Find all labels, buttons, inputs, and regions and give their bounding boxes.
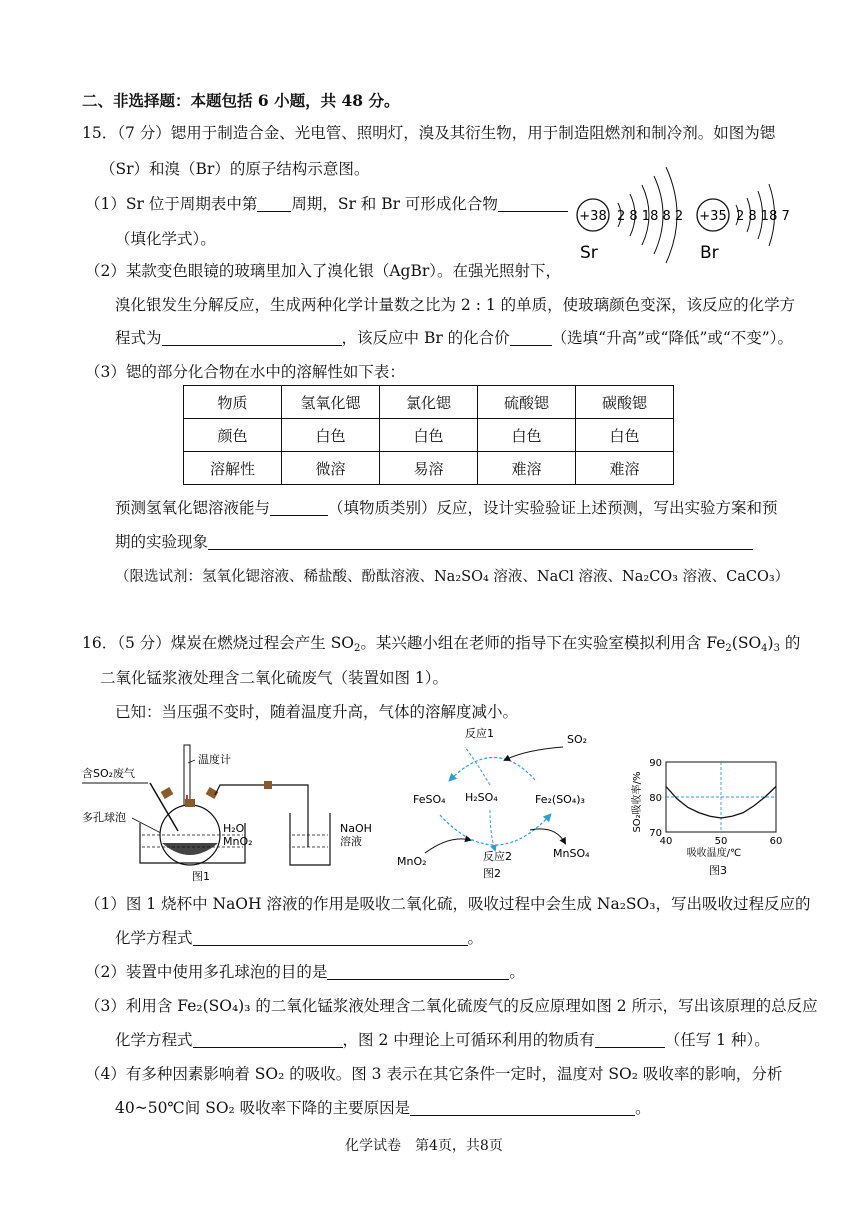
q16-part3-text-a: 化学方程式 [115, 1031, 193, 1049]
figure-3-caption: 图3 [709, 864, 727, 877]
chart-x-tick-label: 50 [714, 836, 728, 847]
q15-part2-line2: 溴化银发生分解反应，生成两种化学计量数之比为 2 : 1 的单质，使玻璃颜色变深，该反应的化学方 [115, 296, 796, 314]
table-row [184, 386, 674, 419]
answer-blank-equation-agbr[interactable] [162, 328, 342, 346]
table-cell: 物质 [184, 386, 282, 419]
q15-part1-text-b: 周期，Sr 和 Br 可形成化合物 [291, 195, 498, 213]
porous-bubbler-label: 多孔球泡 [82, 811, 126, 824]
q15-part2-line3 [115, 327, 793, 349]
answer-blank-substance-class[interactable] [270, 498, 328, 516]
h2so4-label: H₂SO₄ [465, 791, 498, 804]
answer-blank-total-equation[interactable] [193, 1030, 343, 1048]
br-nucleus-label: +35 [699, 209, 727, 224]
q16-part1-text: 化学方程式 [115, 929, 193, 947]
table-row [184, 419, 674, 452]
br-shell-electrons: 2 8 18 7 [736, 209, 790, 224]
solubility-table [183, 385, 674, 485]
answer-blank-valence[interactable] [510, 328, 552, 346]
thermometer-label: 温度计 [198, 753, 231, 766]
q16-part3-text-c: （任写 1 种）。 [664, 1031, 770, 1049]
table-cell: 难溶 [478, 452, 576, 485]
q15-part2-text-c: （选填“升高”或“降低”或“不变”）。 [551, 329, 793, 347]
chart-y-tick-label: 70 [649, 828, 662, 839]
chart-x-tick-label: 40 [659, 836, 673, 847]
chart-y-tick-label: 90 [649, 758, 662, 769]
table-cell: 白色 [282, 419, 380, 452]
q16-part2-end: 。 [509, 963, 525, 981]
q16-intro-d: ) [767, 634, 774, 652]
figure-1-caption: 图1 [192, 870, 210, 883]
chart-y-axis-label: SO₂吸收率/% [632, 771, 643, 833]
chart-y-tick-label: 80 [649, 793, 662, 804]
table-cell: 硫酸锶 [478, 386, 576, 419]
answer-blank-reason[interactable] [410, 1098, 635, 1116]
q16-part4-line1: （4）有多种因素影响着 SO₂ 的吸收。图 3 表示在其它条件一定时，温度对 SO₂ 吸收率的影响，分析 [85, 1065, 783, 1083]
sr-atom-diagram [577, 167, 683, 263]
feso4-label: FeSO₄ [413, 793, 446, 806]
q16-intro-b: 。某兴趣小组在老师的指导下在实验室模拟利用含 Fe [360, 634, 726, 652]
q16-intro-e: 的 [779, 634, 801, 652]
q15-part2-text-b: ，该反应中 Br 的化合价 [341, 329, 510, 347]
q15-part3-text-c: 期的实验现象 [115, 533, 209, 551]
atom-structure-diagrams [560, 158, 800, 268]
q16-part1-line1: （1）图 1 烧杯中 NaOH 溶液的作用是吸收二氧化硫，吸收过程中会生成 Na₂SO₃，写出吸收过程反应的 [85, 895, 811, 913]
q15-part3-intro: （3）锶的部分化合物在水中的溶解性如下表： [85, 363, 405, 381]
figure-2-reaction-cycle [395, 725, 605, 880]
q16-part3-line1: （3）利用含 Fe₂(SO₄)₃ 的二氧化锰浆液处理含二氧化硫废气的反应原理如图 2 所示，写出该原理的总反应 [85, 997, 818, 1015]
q16-part1-line2 [115, 927, 483, 949]
pinch-clamp-icon [264, 781, 272, 789]
reaction-1-label: 反应1 [465, 727, 494, 740]
mno2-reactant-label: MnO₂ [397, 855, 427, 868]
q15-part2-text-a: 程式为 [115, 329, 162, 347]
chart-x-axis-label: 吸收温度/℃ [686, 848, 742, 859]
figure-3-chart [628, 750, 788, 880]
answer-blank-bubbler-purpose[interactable] [327, 962, 509, 980]
waste-gas-label: 含SO₂废气 [82, 767, 136, 780]
naoh-label: NaOH [340, 822, 372, 835]
solution-label: 溶液 [340, 835, 362, 848]
q16-part2 [85, 961, 525, 983]
table-cell: 氯化锶 [380, 386, 478, 419]
br-atom-diagram [697, 184, 790, 263]
q15-reagents-note: （限选试剂：氢氧化锶溶液、稀盐酸、酚酞溶液、Na₂SO₄ 溶液、NaCl 溶液、Na₂CO₃ 溶液、CaCO₃） [115, 569, 790, 585]
q16-part4-text: 40~50℃间 SO₂ 吸收率下降的主要原因是 [115, 1099, 411, 1117]
figure-1-apparatus [80, 735, 380, 885]
q16-intro-c: (SO [731, 634, 762, 652]
q15-part3-line2 [115, 531, 753, 553]
answer-blank-experiment[interactable] [208, 532, 753, 550]
mnso4-label: MnSO₄ [553, 847, 590, 860]
table-cell: 溶解性 [184, 452, 282, 485]
q15-part1-text-a: （1）Sr 位于周期表中第 [85, 195, 258, 213]
table-cell: 碳酸锶 [576, 386, 674, 419]
q16-intro-line2: 二氧化锰浆液处理含二氧化硫废气（装置如图 1）。 [100, 669, 449, 687]
q16-part4-line2 [115, 1097, 651, 1119]
reaction-2-label: 反应2 [483, 850, 512, 863]
q16-known-fact: 已知：当压强不变时，随着温度升高，气体的溶解度减小。 [115, 703, 519, 721]
q16-part3-text-b: ，图 2 中理论上可循环利用的物质有 [342, 1031, 595, 1049]
q15-part1 [85, 193, 568, 215]
chart-x-tick-label: 60 [769, 836, 783, 847]
q16-part1-end: 。 [467, 929, 484, 947]
page-footer: 化学试卷 第4页，共8页 [345, 1138, 503, 1154]
naoh-beaker-icon [290, 813, 330, 865]
flask-icon [150, 783, 220, 865]
answer-blank-period[interactable] [257, 194, 291, 212]
br-symbol: Br [700, 243, 719, 263]
fe2so43-label: Fe₂(SO₄)₃ [535, 793, 585, 806]
q15-part2-line1: （2）某款变色眼镜的玻璃里加入了溴化银（AgBr）。在强光照射下， [85, 262, 562, 280]
q16-part4-end: 。 [635, 1099, 651, 1117]
q15-part3-text-a: 预测氢氧化锶溶液能与 [115, 499, 271, 517]
table-cell: 易溶 [380, 452, 478, 485]
q15-part3-line1 [115, 497, 778, 519]
sr-symbol: Sr [580, 243, 598, 263]
table-cell: 白色 [478, 419, 576, 452]
table-cell: 白色 [576, 419, 674, 452]
table-cell: 颜色 [184, 419, 282, 452]
answer-blank-naoh-equation[interactable] [193, 928, 468, 946]
figure-2-caption: 图2 [483, 867, 501, 880]
mno2-label: MnO₂ [223, 835, 253, 848]
water-label: H₂O [223, 822, 245, 835]
table-cell: 氢氧化锶 [282, 386, 380, 419]
answer-blank-recyclable[interactable] [595, 1030, 665, 1048]
so2-label: SO₂ [567, 733, 588, 746]
q16-part3-line2 [115, 1029, 770, 1051]
table-cell: 白色 [380, 419, 478, 452]
q15-intro-line2: （Sr）和溴（Br）的原子结构示意图。 [100, 160, 370, 178]
table-cell: 难溶 [576, 452, 674, 485]
table-row [184, 452, 674, 485]
sr-nucleus-label: +38 [579, 209, 607, 224]
sr-shell-electrons: 2 8 18 8 2 [617, 209, 684, 224]
section-title: 二、非选择题：本题包括 6 小题，共 48 分。 [82, 91, 400, 110]
q16-intro-line1: 16．（5 分）煤炭在燃烧过程会产生 $SO_2$。某兴趣小组在老师的指导下在实验室模拟利用含 $Fe_2(SO_4)_3$ 的 [82, 634, 801, 654]
q16-part2-text: （2）装置中使用多孔球泡的目的是 [85, 963, 328, 981]
table-cell: 微溶 [282, 452, 380, 485]
answer-blank-compound[interactable] [498, 194, 568, 212]
q15-intro-line1: 15．（7 分）锶用于制造合金、光电管、照明灯，溴及其衍生物，用于制造阻燃剂和制冷剂。如图为锶 [82, 124, 776, 142]
q16-intro-a: 16．（5 分）煤炭在燃烧过程会产生 SO [82, 634, 355, 652]
q15-part3-text-b: （填物质类别）反应，设计实验验证上述预测，写出实验方案和预 [328, 499, 778, 517]
q15-part1-note: （填化学式）。 [115, 230, 216, 248]
